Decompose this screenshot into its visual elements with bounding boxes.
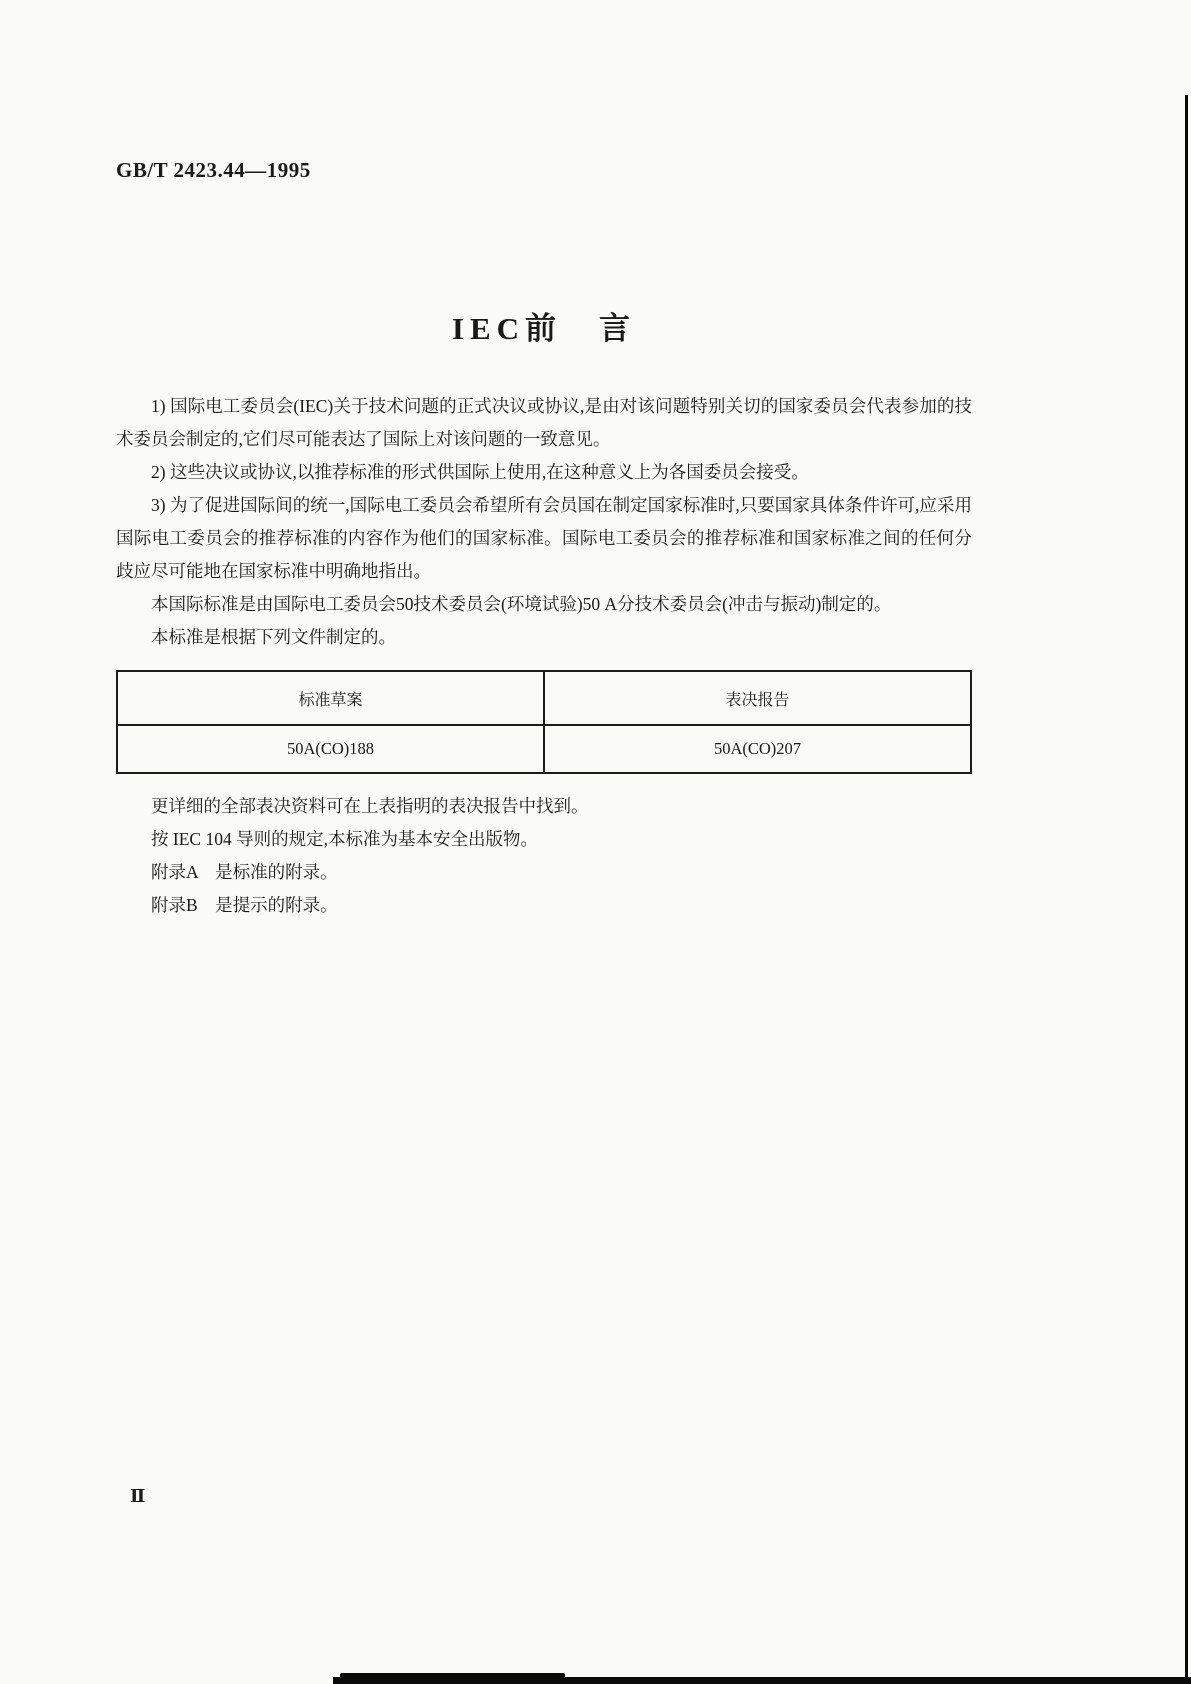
paragraph: 2) 这些决议或协议,以推荐标准的形式供国际上使用,在这种意义上为各国委员会接受。	[151, 462, 809, 482]
page-content	[116, 0, 972, 922]
table-header-cell-draft: 标准草案	[117, 671, 544, 725]
note-line: 更详细的全部表决资料可在上表指明的表决报告中找到。	[151, 796, 589, 816]
table-header-cell-report: 表决报告	[544, 671, 971, 725]
paragraph: 3) 为了促进国际间的统一,国际电工委员会希望所有会员国在制定国家标准时,只要国家具体条件许可,应采用国际电工委员会的推荐标准的内容作为他们的国家标准。国际电工委员会的推荐标准和国家标准之间的任何分歧应尽可能地在国家标准中明确地指出。	[116, 495, 972, 581]
paragraph: 本国际标准是由国际电工委员会50技术委员会(环境试验)50 A分技术委员会(冲击与振动)制定的。	[151, 594, 892, 614]
page-title: IEC前 言	[451, 311, 637, 346]
scan-artifact-right-edge	[1185, 95, 1188, 1684]
table-cell-draft-value: 50A(CO)188	[117, 725, 544, 773]
paragraph: 1) 国际电工委员会(IEC)关于技术问题的正式决议或协议,是由对该问题特别关切的国家委员会代表参加的技术委员会制定的,它们尽可能表达了国际上对该问题的一致意见。	[116, 396, 972, 449]
table-row	[117, 725, 971, 773]
page-number: Ⅱ	[130, 1486, 146, 1506]
foreword-body	[116, 390, 972, 654]
paragraph: 本标准是根据下列文件制定的。	[151, 627, 396, 647]
note-line: 附录B 是提示的附录。	[151, 895, 338, 915]
standard-number: GB/T 2423.44—1995	[116, 158, 311, 182]
scan-artifact-bottom-mark	[340, 1673, 565, 1684]
notes-block	[116, 790, 972, 922]
table-cell-report-value: 50A(CO)207	[544, 725, 971, 773]
table-header-row	[117, 671, 971, 725]
note-line: 按 IEC 104 导则的规定,本标准为基本安全出版物。	[151, 829, 538, 849]
voting-documents-table	[116, 670, 972, 774]
note-line: 附录A 是标准的附录。	[151, 862, 338, 882]
